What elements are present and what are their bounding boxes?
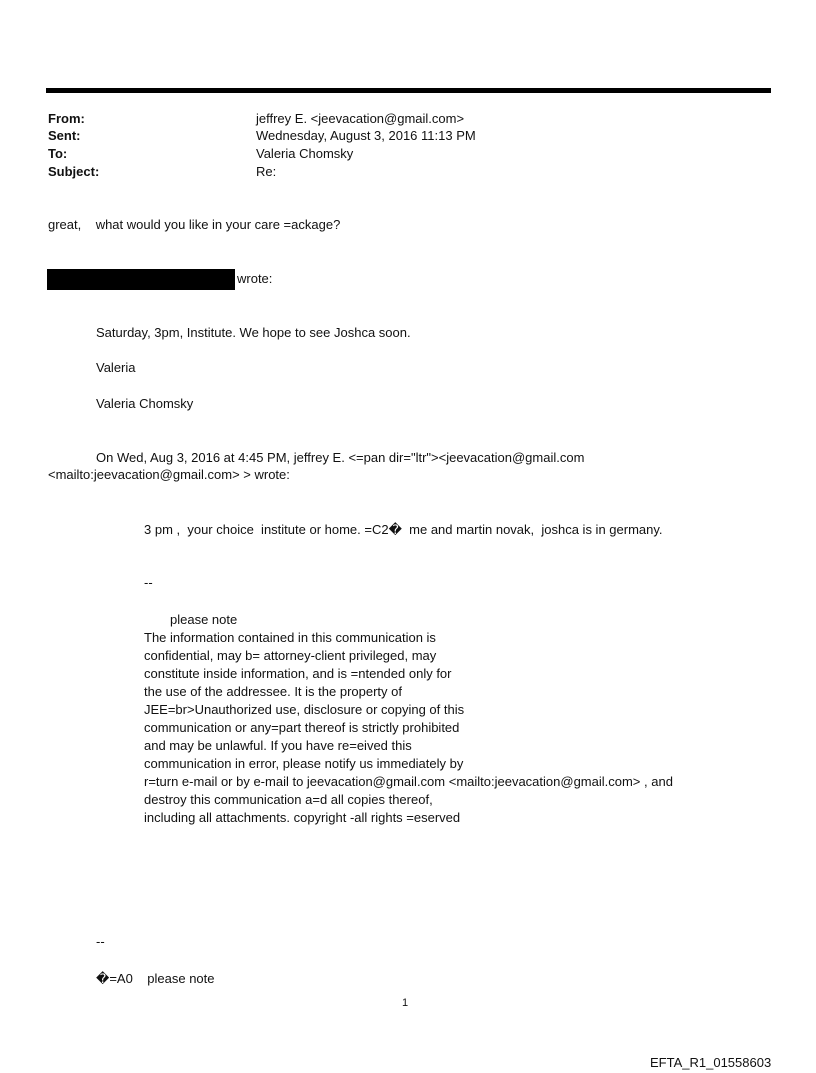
signoff-name: Valeria bbox=[96, 360, 136, 375]
on-wed-line-1: On Wed, Aug 3, 2016 at 4:45 PM, jeffrey E. <=pan dir="ltr"><jeevacation@gmail.com bbox=[96, 450, 585, 465]
on-wed-line-2: <mailto:jeevacation@gmail.com> > wrote: bbox=[48, 467, 290, 482]
page-number: 1 bbox=[402, 997, 409, 1009]
quoted-message-1: Saturday, 3pm, Institute. We hope to see Joshca soon. bbox=[96, 325, 411, 340]
disclaimer-line: JEE=br>Unauthorized use, disclosure or copying of this bbox=[144, 702, 465, 717]
disclaimer-line: destroy this communication a=d all copies thereof, bbox=[144, 792, 433, 807]
to-label: To: bbox=[48, 146, 68, 161]
disclaimer-line: r=turn e-mail or by e-mail to jeevacation@gmail.com <mailto:jeevacation@gmail.com> , and bbox=[144, 774, 673, 789]
subject-value: Re: bbox=[256, 164, 277, 179]
signoff-full-name: Valeria Chomsky bbox=[96, 396, 194, 411]
last-line: �=A0 please note bbox=[96, 971, 215, 986]
disclaimer-line: and may be unlawful. If you have re=eived this bbox=[144, 738, 412, 753]
disclaimer-block bbox=[144, 629, 673, 827]
from-value: jeffrey E. <jeevacation@gmail.com> bbox=[256, 111, 465, 126]
sent-label: Sent: bbox=[48, 128, 81, 143]
subject-label: Subject: bbox=[48, 164, 100, 179]
disclaimer-line: The information contained in this communication is bbox=[144, 630, 436, 645]
disclaimer-line: confidential, may b= attorney-client privileged, may bbox=[144, 648, 437, 663]
disclaimer-line: communication or any=part thereof is strictly prohibited bbox=[144, 720, 460, 735]
from-label: From: bbox=[48, 111, 85, 126]
separator-dashes: -- bbox=[144, 575, 153, 590]
redaction-box bbox=[47, 269, 235, 290]
disclaimer-line: the use of the addressee. It is the property of bbox=[144, 684, 402, 699]
separator-dashes-2: -- bbox=[96, 934, 105, 949]
to-value: Valeria Chomsky bbox=[256, 146, 354, 161]
disclaimer-line: communication in error, please notify us immediately by bbox=[144, 756, 464, 771]
quoted-message-2: 3 pm , your choice institute or home. =C2� me and martin novak, joshca is in germany. bbox=[144, 522, 663, 537]
header-rule bbox=[46, 88, 771, 93]
wrote-label: wrote: bbox=[237, 271, 273, 286]
please-note: please note bbox=[170, 612, 238, 627]
disclaimer-line: constitute inside information, and is =ntended only for bbox=[144, 666, 452, 681]
sent-value: Wednesday, August 3, 2016 11:13 PM bbox=[256, 128, 476, 143]
disclaimer-line: including all attachments. copyright -all rights =eserved bbox=[144, 810, 461, 825]
document-id: EFTA_R1_01558603 bbox=[650, 1055, 772, 1070]
reply-line: great, what would you like in your care =ackage? bbox=[48, 217, 341, 232]
